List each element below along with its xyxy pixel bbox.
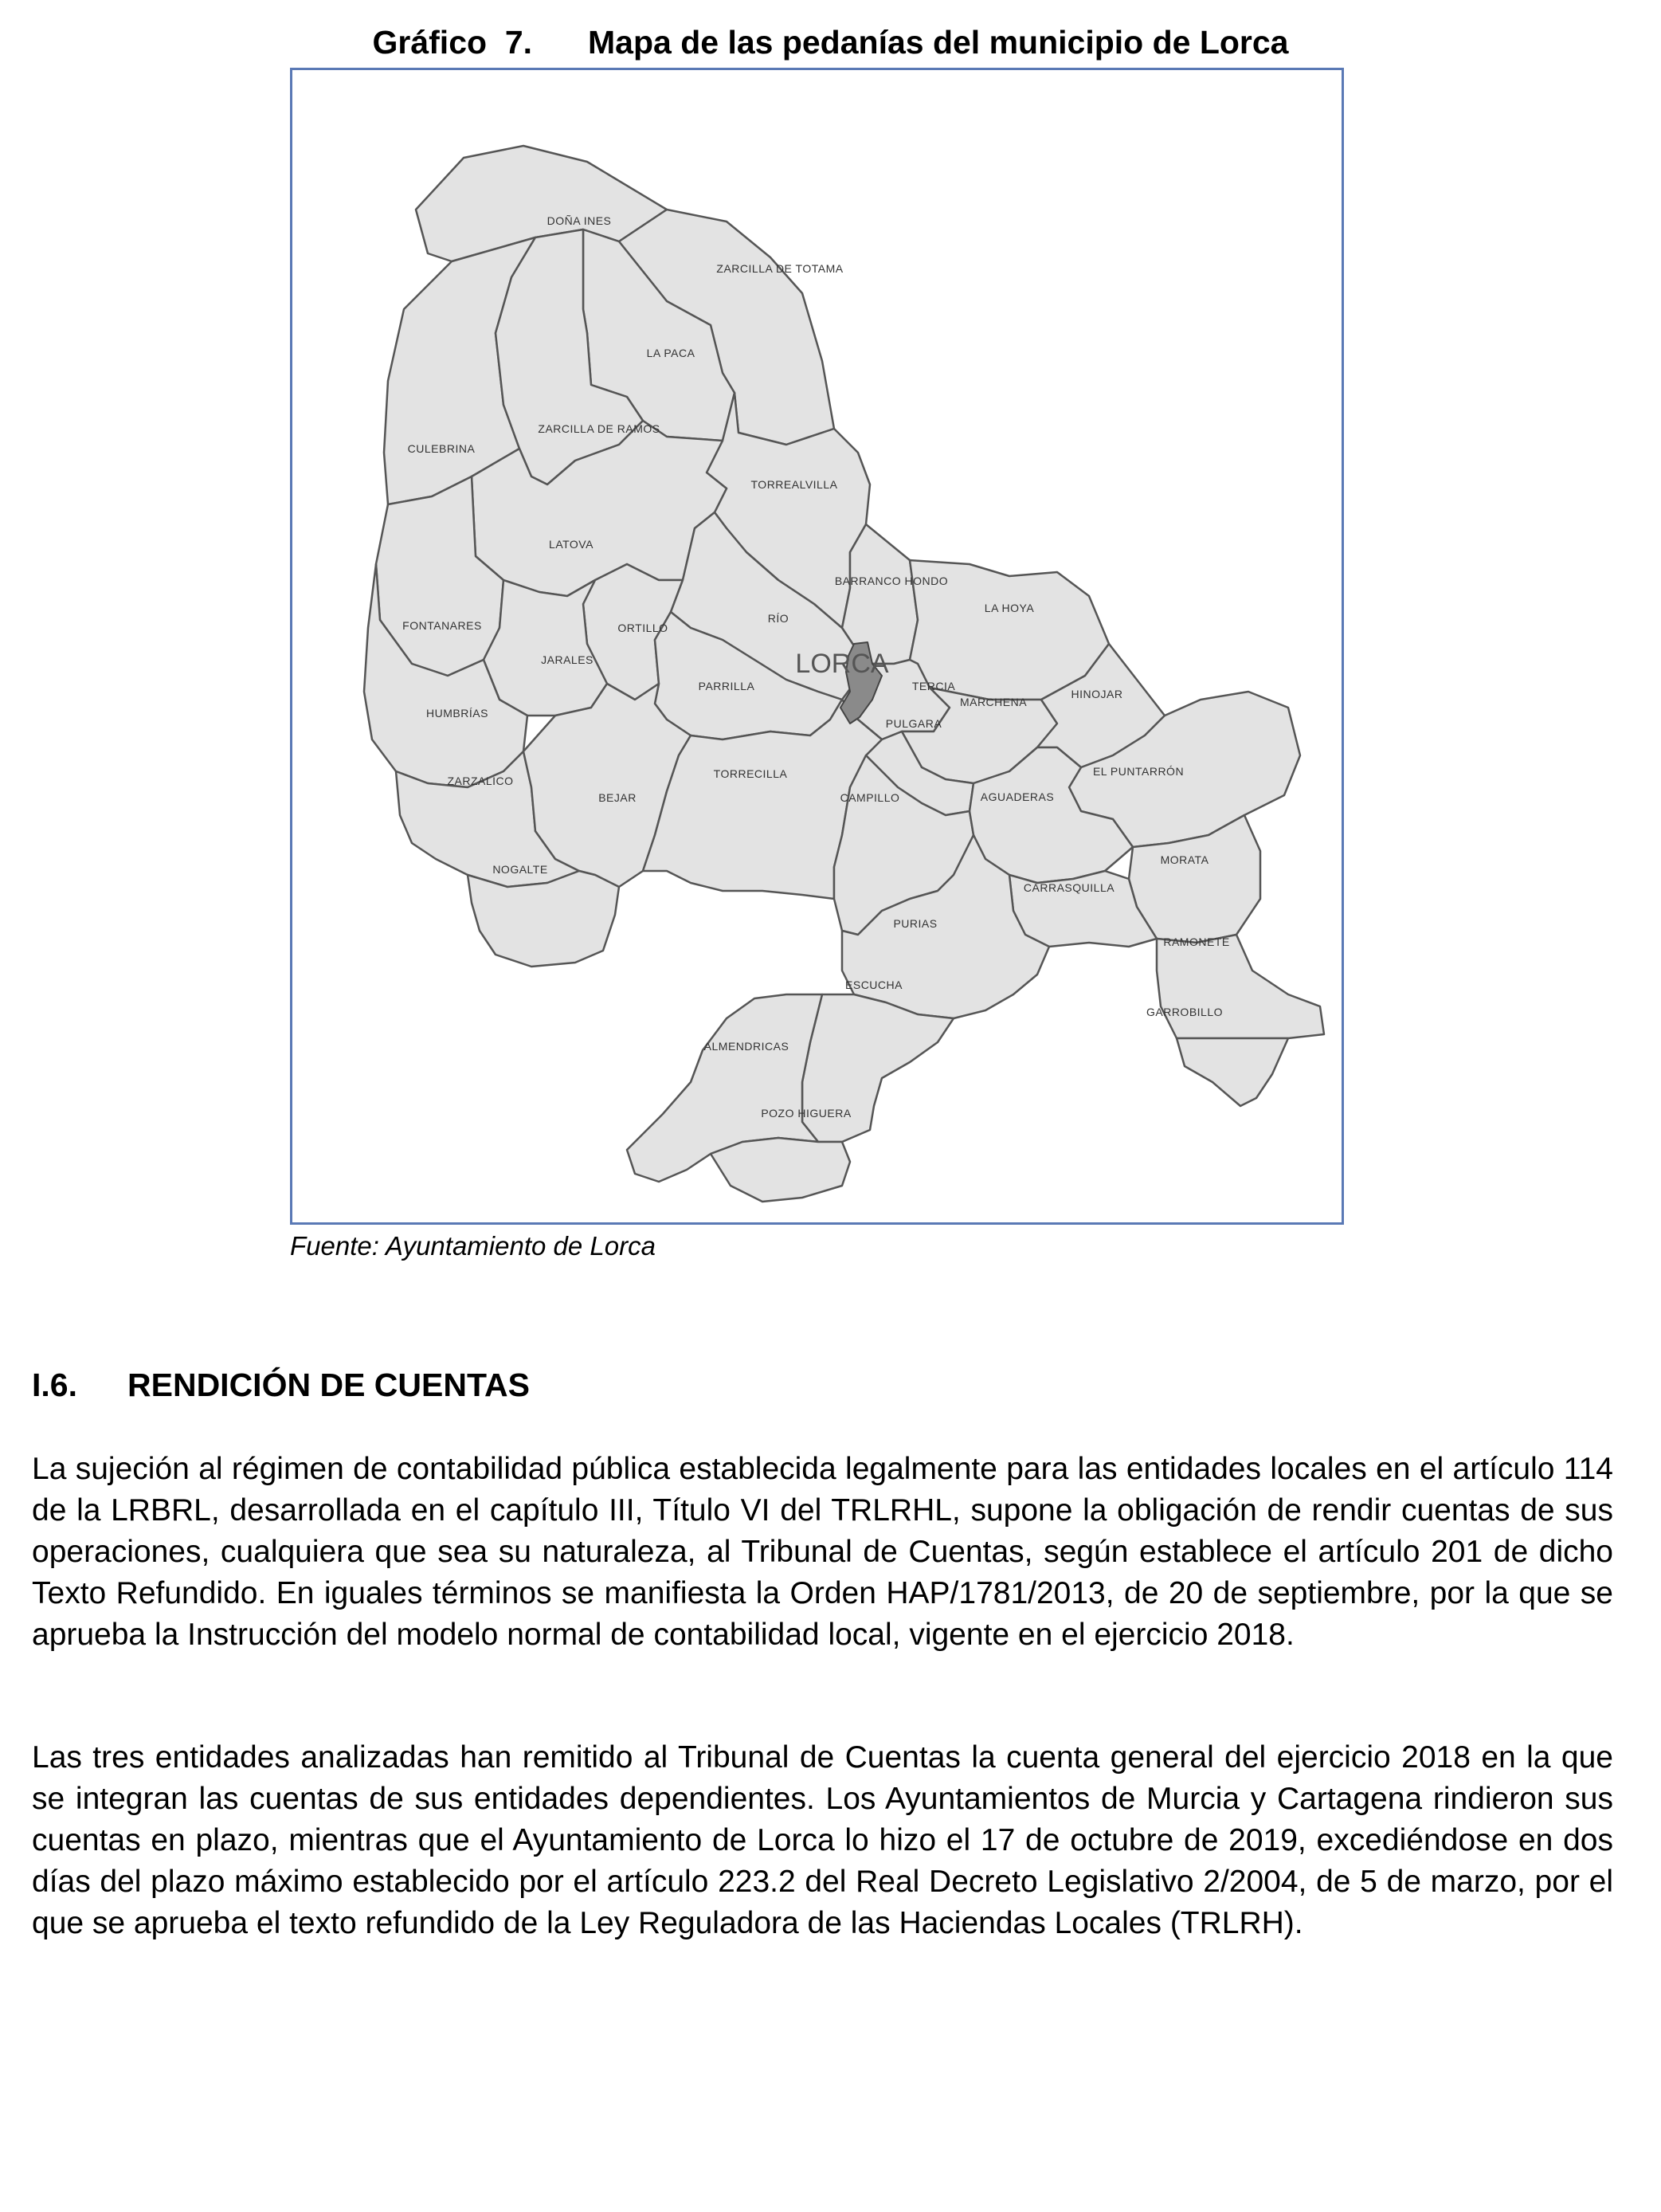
region-label: POZO HIGUERA xyxy=(761,1107,852,1120)
region-label: TERCIA xyxy=(911,680,956,692)
region-label: PARRILLA xyxy=(698,680,755,692)
region-garrobillo xyxy=(1177,1038,1288,1106)
region-label: ZARCILLA DE RAMOS xyxy=(538,422,660,435)
region-label: RAMONETE xyxy=(1163,935,1230,948)
region-label: HINOJAR xyxy=(1071,688,1123,700)
map-frame xyxy=(290,68,1344,1225)
region-label: ALMENDRICAS xyxy=(703,1040,789,1053)
region-label: LA HOYA xyxy=(984,602,1035,614)
region-label: PURIAS xyxy=(893,917,938,930)
lorca-map xyxy=(292,70,1342,1222)
region-pozo-higuera xyxy=(711,1138,850,1202)
region-nogalte xyxy=(468,871,619,967)
region-label: HUMBRÍAS xyxy=(426,707,488,720)
region-label: EL PUNTARRÓN xyxy=(1092,765,1185,778)
paragraph-2: Las tres entidades analizadas han remitido al Tribunal de Cuentas la cuenta general del ejercicio 2018 en la que se integran las cuentas de sus entidades dependientes. Los Ayuntamientos de Murcia y Cartagena rindieron sus cuentas en plazo, mientras que el Ayuntamiento de Lorca lo hizo el 17 de octubre de 2019, excediéndose en dos días del plazo máximo establecido por el artículo 223.2 del Real Decreto Legislativo 2/2004, de 5 de marzo, por el que se aprueba el texto refundido de la Ley Reguladora de las Haciendas Locales (TRLRH). xyxy=(32,1740,1613,1940)
region-label: JARALES xyxy=(541,653,593,666)
region-label: PULGARA xyxy=(885,717,942,730)
region-label: CULEBRINA xyxy=(407,442,476,455)
region-label: RÍO xyxy=(767,612,789,625)
region-label: MORATA xyxy=(1160,853,1209,866)
figure-number: Gráfico 7. xyxy=(372,24,533,61)
region-label: BEJAR xyxy=(598,791,637,804)
figure-source: Fuente: Ayuntamiento de Lorca xyxy=(290,1231,656,1261)
region-escucha xyxy=(802,994,954,1142)
region-label: ORTILLO xyxy=(617,622,668,634)
region-label: AGUADERAS xyxy=(980,790,1055,803)
region-ramonete xyxy=(1157,935,1324,1038)
paragraph-1: La sujeción al régimen de contabilidad pública establecida legalmente para las entidades locales en el artículo 114 de la LRBRL, desarrollada en el capítulo III, Título VI del TRLRHL, supone la obligación de rendir cuentas de sus operaciones, cualquiera que sea su naturaleza, al Tribunal de Cuentas, según establece el artículo 201 de dicho Texto Refundido. En iguales términos se manifiesta la Orden HAP/1781/2013, de 20 de septiembre, por la que se aprueba la Instrucción del modelo normal de contabilidad local, vigente en el ejercicio 2018. xyxy=(32,1452,1613,1652)
region-label: CARRASQUILLA xyxy=(1023,881,1115,894)
city-label: LORCA xyxy=(795,649,889,679)
figure-caption: Mapa de las pedanías del municipio de Lorca xyxy=(588,24,1289,61)
section-heading xyxy=(32,1367,530,1404)
region-label: TORRECILLA xyxy=(713,767,788,780)
region-label: CAMPILLO xyxy=(840,791,900,804)
region-label: ZARZALICO xyxy=(447,775,514,787)
region-label: FONTANARES xyxy=(402,619,482,632)
region-barranco-hondo xyxy=(842,524,918,664)
region-label: DOÑA INES xyxy=(546,214,612,227)
figure-title xyxy=(0,24,1661,61)
region-label: TORREALVILLA xyxy=(750,478,838,491)
region-label: GARROBILLO xyxy=(1146,1006,1224,1018)
section-title: RENDICIÓN DE CUENTAS xyxy=(127,1367,530,1403)
region-label: ZARCILLA DE TOTAMA xyxy=(716,262,844,275)
region-label: LA PACA xyxy=(646,347,695,359)
region-label: MARCHENA xyxy=(959,696,1028,708)
region-label: BARRANCO HONDO xyxy=(834,575,949,587)
region-label: LATOVA xyxy=(549,538,593,551)
section-number: I.6. xyxy=(32,1367,77,1403)
region-label: NOGALTE xyxy=(492,863,548,876)
region-label: ESCUCHA xyxy=(845,979,903,991)
